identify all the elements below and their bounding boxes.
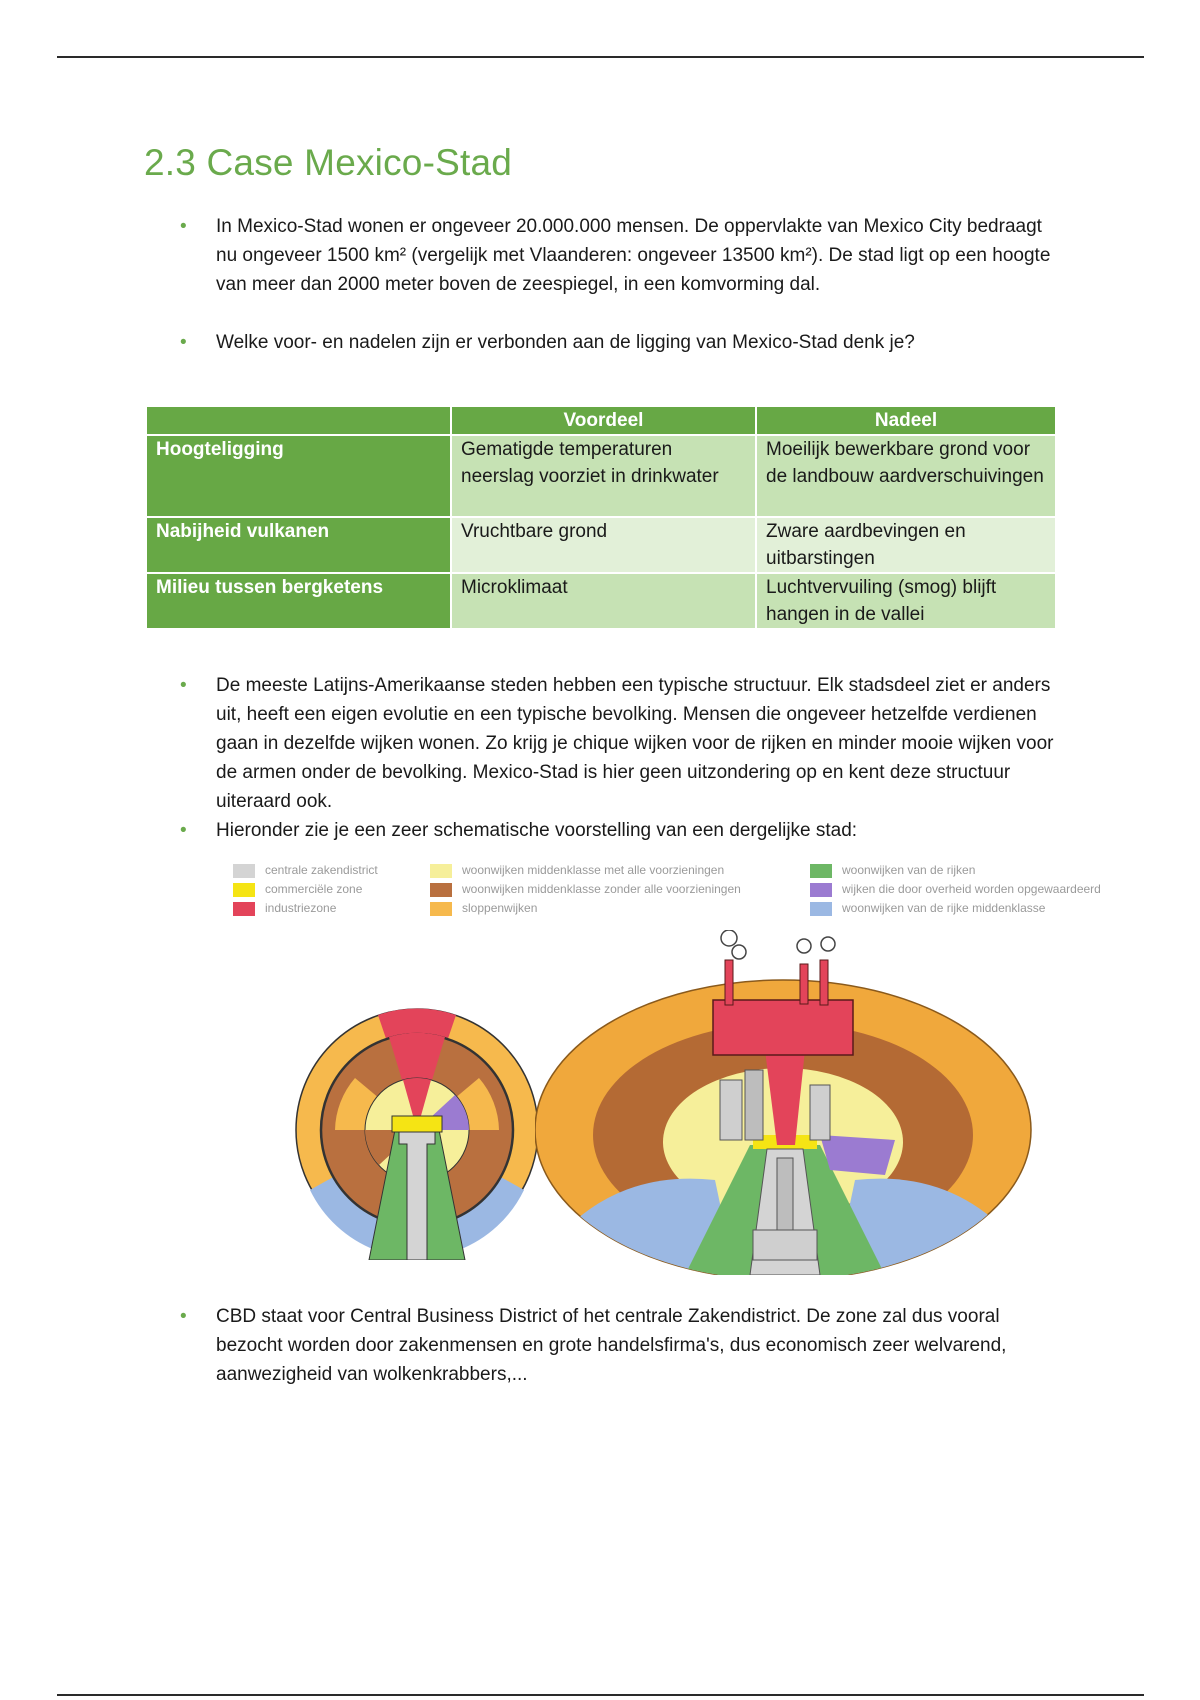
smoke-cloud: [821, 937, 835, 951]
legend-label: woonwijken middenklasse zonder alle voorzieningen: [462, 882, 741, 896]
bullet-text: Welke voor- en nadelen zijn er verbonden aan de ligging van Mexico-Stad denk je?: [216, 332, 915, 353]
commercial-core: [392, 1116, 442, 1132]
legend-label: commerciële zone: [265, 882, 363, 896]
legend-item: [810, 861, 1101, 880]
cell-voordeel: Gematigde temperaturen neerslag voorziet in drinkwater: [451, 435, 756, 517]
legend-swatch: [233, 864, 255, 878]
smoke-cloud: [732, 945, 746, 959]
legend-label: wijken die door overheid worden opgewaardeerd: [842, 882, 1101, 896]
legend-label: woonwijken van de rijken: [842, 863, 976, 877]
legend-label: woonwijken middenklasse met alle voorzieningen: [462, 863, 725, 877]
row-label: Hoogteligging: [146, 435, 451, 517]
cell-nadeel: Luchtvervuiling (smog) blijft hangen in de vallei: [756, 573, 1056, 629]
bullet-item: [180, 816, 1060, 845]
bullet-icon: •: [180, 216, 187, 237]
section-title: 2.3 Case Mexico-Stad: [144, 142, 513, 183]
chimney: [800, 964, 808, 1004]
legend-swatch: [430, 864, 452, 878]
legend-swatch: [233, 902, 255, 916]
legend-item: [430, 880, 741, 899]
bullet-item: [180, 671, 1060, 816]
schematic-circle-diagram: [296, 1009, 538, 1260]
skyscraper: [810, 1085, 830, 1140]
bullet-item: [180, 212, 1060, 299]
bullet-icon: •: [180, 820, 187, 841]
bullet-icon: •: [180, 1306, 187, 1327]
footer-rule: [57, 1694, 1144, 1696]
legend-item: [810, 899, 1101, 918]
chimney: [820, 960, 828, 1005]
legend-item: [810, 880, 1101, 899]
legend-swatch: [430, 902, 452, 916]
skyscraper: [745, 1070, 763, 1140]
row-label: Milieu tussen bergketens: [146, 573, 451, 629]
legend-item: [233, 861, 378, 880]
legend-item: [233, 880, 378, 899]
cell-nadeel: Moeilijk bewerkbare grond voor de landbouw aardverschuivingen: [756, 435, 1056, 517]
legend-swatch: [810, 864, 832, 878]
bullet-text: De meeste Latijns-Amerikaanse steden hebben een typische structuur. Elk stadsdeel ziet er anders uit, heeft een eigen evolutie en een typische bevolking. Mensen die ongeveer hetzelfde verdienen gaan in dezelfde wijken wonen. Zo krijg je chique wijken voor de rijken en minder mooie wijken voor de armen onder de bevolking. Mexico-Stad is hier geen uitzondering op en kent deze structuur uiteraard ook.: [216, 675, 1054, 812]
cell-voordeel: Microklimaat: [451, 573, 756, 629]
legend-swatch: [810, 902, 832, 916]
legend-item: [430, 861, 741, 880]
illustrated-city-model: [535, 930, 1031, 1275]
bullet-text: CBD staat voor Central Business District of het centrale Zakendistrict. De zone zal dus vooral bezocht worden door zakenmensen en grote handelsfirma's, dus economisch zeer welvarend, aanwezigheid van wolkenkrabbers,...: [216, 1306, 1007, 1385]
chimney: [725, 960, 733, 1005]
legend-swatch: [233, 883, 255, 897]
legend-item: [430, 899, 741, 918]
cell-voordeel: Vruchtbare grond: [451, 517, 756, 573]
header-rule: [57, 56, 1144, 58]
legend-label: industriezone: [265, 901, 337, 915]
table-row: [146, 435, 1056, 517]
table-header-nadeel: Nadeel: [756, 406, 1056, 435]
bullet-icon: •: [180, 332, 187, 353]
table-row: [146, 517, 1056, 573]
smoke-cloud: [721, 930, 737, 946]
bullet-item: [180, 1302, 1060, 1389]
smoke-cloud: [797, 939, 811, 953]
bullet-icon: •: [180, 675, 187, 696]
latin-american-city-model: [295, 930, 1045, 1275]
factory: [713, 1000, 853, 1055]
bullet-text: Hieronder zie je een zeer schematische voorstelling van een dergelijke stad:: [216, 820, 858, 841]
cathedral: [753, 1230, 817, 1260]
bullet-text: In Mexico-Stad wonen er ongeveer 20.000.000 mensen. De oppervlakte van Mexico City bedraagt nu ongeveer 1500 km² (vergelijk met Vlaanderen: ongeveer 13500 km²). De stad ligt op een hoogte van meer dan 2000 meter boven de zeespiegel, in een komvorming dal.: [216, 216, 1051, 295]
cell-nadeel: Zware aardbevingen en uitbarstingen: [756, 517, 1056, 573]
table-header-voordeel: Voordeel: [451, 406, 756, 435]
table-header-empty: [146, 406, 451, 435]
legend-swatch: [430, 883, 452, 897]
table-row: [146, 573, 1056, 629]
table-header-row: [146, 406, 1056, 435]
advantages-table: [145, 405, 1057, 630]
skyscraper: [720, 1080, 742, 1140]
legend-label: sloppenwijken: [462, 901, 538, 915]
legend-swatch: [810, 883, 832, 897]
legend-label: centrale zakendistrict: [265, 863, 378, 877]
bullet-item: [180, 328, 1060, 357]
legend-item: [233, 899, 378, 918]
legend-label: woonwijken van de rijke middenklasse: [842, 901, 1046, 915]
upgraded-zone: [820, 1135, 895, 1175]
row-label: Nabijheid vulkanen: [146, 517, 451, 573]
map-legend: [233, 861, 1133, 921]
